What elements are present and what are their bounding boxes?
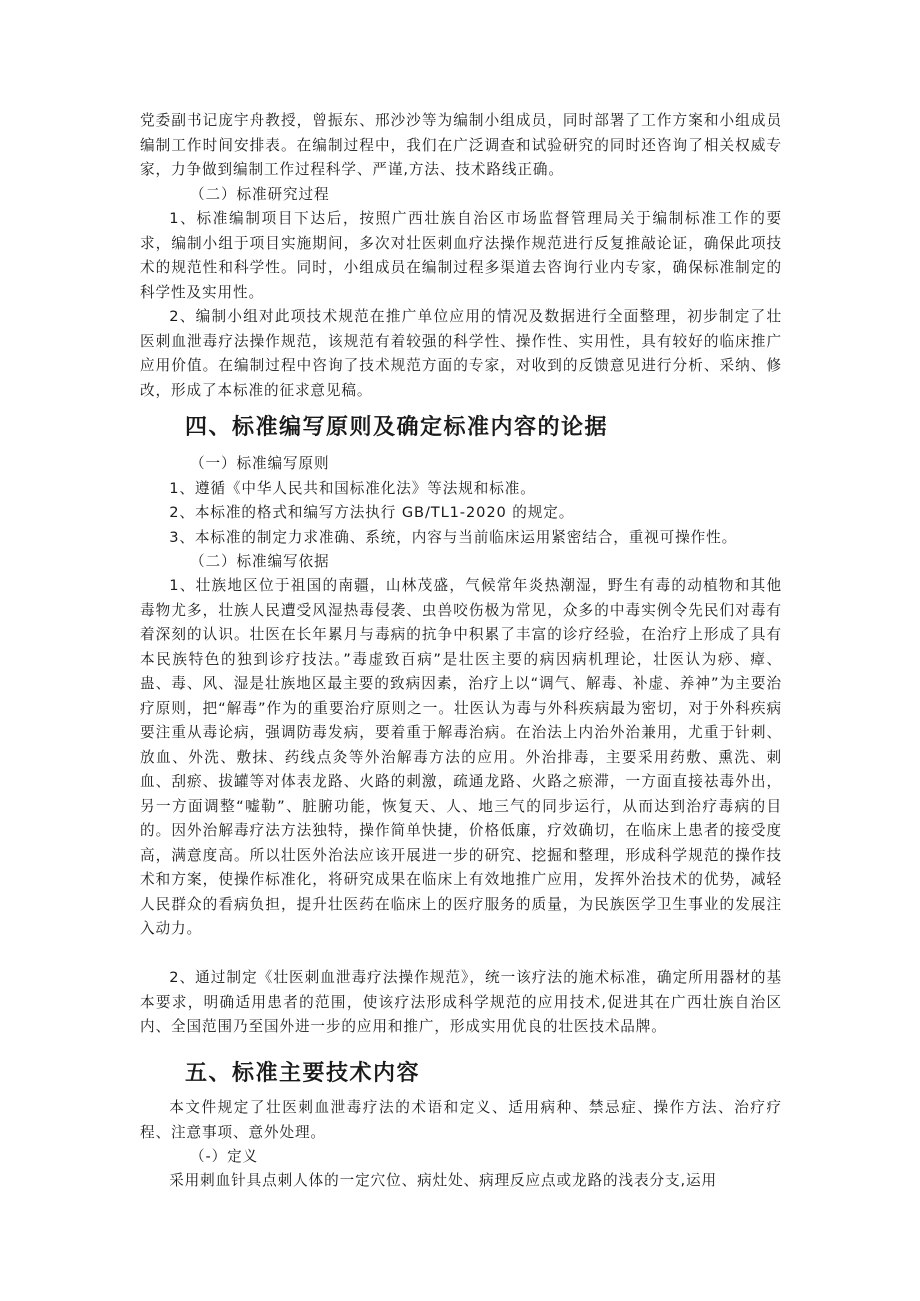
section-5-heading: 五、标准主要技术内容 [185, 1061, 421, 1086]
section-4-heading: 四、标准编写原则及确定标准内容的论据 [185, 415, 609, 440]
principle-2: 2、本标准的格式和编写方法执行 GB/TL1-2020 的规定。 [169, 504, 575, 521]
definition-subtitle: （-）定义 [190, 1148, 259, 1165]
principle-1: 1、遵循《中华人民共和国标准化法》等法规和标准。 [169, 480, 536, 497]
intro-paragraph: 党委副书记庞宇舟教授，曾振东、邢沙沙等为编制小组成员，同时部署了工作方案和小组成员编制工作时间安排表。在编制过程中，我们在广泛调查和试验研究的同时还咨询了相关权威专家，力争做到编制工作过程科学、严谨,方法、技术路线正确。 [140, 112, 782, 178]
definition-paragraph: 采用刺血针具点刺人体的一定穴位、病灶处、病理反应点或龙路的浅表分支,运用 [169, 1172, 718, 1189]
research-paragraph-2: 2、编制小组对此项技术规范在推广单位应用的情况及数据进行全面整理，初步制定了壮医刺血泄毒疗法操作规范，该规范有着较强的科学性、操作性、实用性，具有较好的临床推广应用价值。在编制过程中咨询了技术规范方面的专家，对收到的反馈意见进行分析、采纳、修改，形成了本标准的征求意见稿。 [140, 308, 782, 399]
research-process-subtitle: （二）标准研究过程 [190, 186, 330, 203]
principle-3: 3、本标准的制定力求准确、系统，内容与当前临床运用紧密结合，重视可操作性。 [169, 529, 738, 546]
principles-subtitle: （一）标准编写原则 [190, 455, 330, 472]
basis-subtitle: （二）标准编写依据 [190, 553, 330, 570]
section-5-intro: 本文件规定了壮医刺血泄毒疗法的术语和定义、适用病种、禁忌症、操作方法、治疗疗程、注意事项、意外处理。 [140, 1099, 782, 1141]
research-paragraph-1: 1、标准编制项目下达后，按照广西壮族自治区市场监督管理局关于编制标准工作的要求，编制小组于项目实施期间，多次对壮医刺血疗法操作规范进行反复推敲论证，确保此项技术的规范性和科学性。同时，小组成员在编制过程多渠道去咨询行业内专家，确保标准制定的科学性及实用性。 [140, 210, 782, 301]
basis-paragraph-1: 1、壮族地区位于祖国的南疆，山林茂盛，气候常年炎热潮湿，野生有毒的动植物和其他毒物尤多，壮族人民遭受风湿热毒侵袭、虫兽咬伤极为常见，众多的中毒实例令先民们对毒有着深刻的认识。壮医在长年累月与毒病的抗争中积累了丰富的诊疗经验，在治疗上形成了具有本民族特色的独到诊疗技法。”毒虚致百病”是壮医主要的病因病机理论，壮医认为痧、瘴、蛊、毒、风、湿是壮族地区最主要的致病因素，治疗上以“调气、解毒、补虚、养神”为主要治疗原则，把“解毒”作为的重要治疗原则之一。壮医认为毒与外科疾病最为密切，对于外科疾病要注重从毒论病，强调防毒发病，要着重于解毒治病。在治法上内治外治兼用，尤重于针刺、放血、外洗、敷抹、药线点灸等外治解毒方法的应用。外治排毒，主要采用药敷、熏洗、刺血、刮瘀、拔罐等对体表龙路、火路的刺激，疏通龙路、火路之瘀滞，一方面直接祛毒外出，另一方面调整“嘘勒”、脏腑功能，恢复天、人、地三气的同步运行，从而达到治疗毒病的目的。因外治解毒疗法方法独特，操作简单快捷，价格低廉，疗效确切，在临床上患者的接受度高，满意度高。所以壮医外治法应该开展进一步的研究、挖掘和整理，形成科学规范的操作技术和方案，使操作标准化，将研究成果在临床上有效地推广应用，发挥外治技术的优势，减轻人民群众的看病负担，提升壮医药在临床上的医疗服务的质量，为民族医学卫生事业的发展注入动力。 [140, 577, 782, 937]
basis-paragraph-2: 2、通过制定《壮医刺血泄毒疗法操作规范》，统一该疗法的施术标准，确定所用器材的基本要求，明确适用患者的范围，使该疗法形成科学规范的应用技术,促进其在广西壮族自治区内、全国范围乃至国外进一步的应用和推广，形成实用优良的壮医技术品牌。 [140, 969, 782, 1035]
